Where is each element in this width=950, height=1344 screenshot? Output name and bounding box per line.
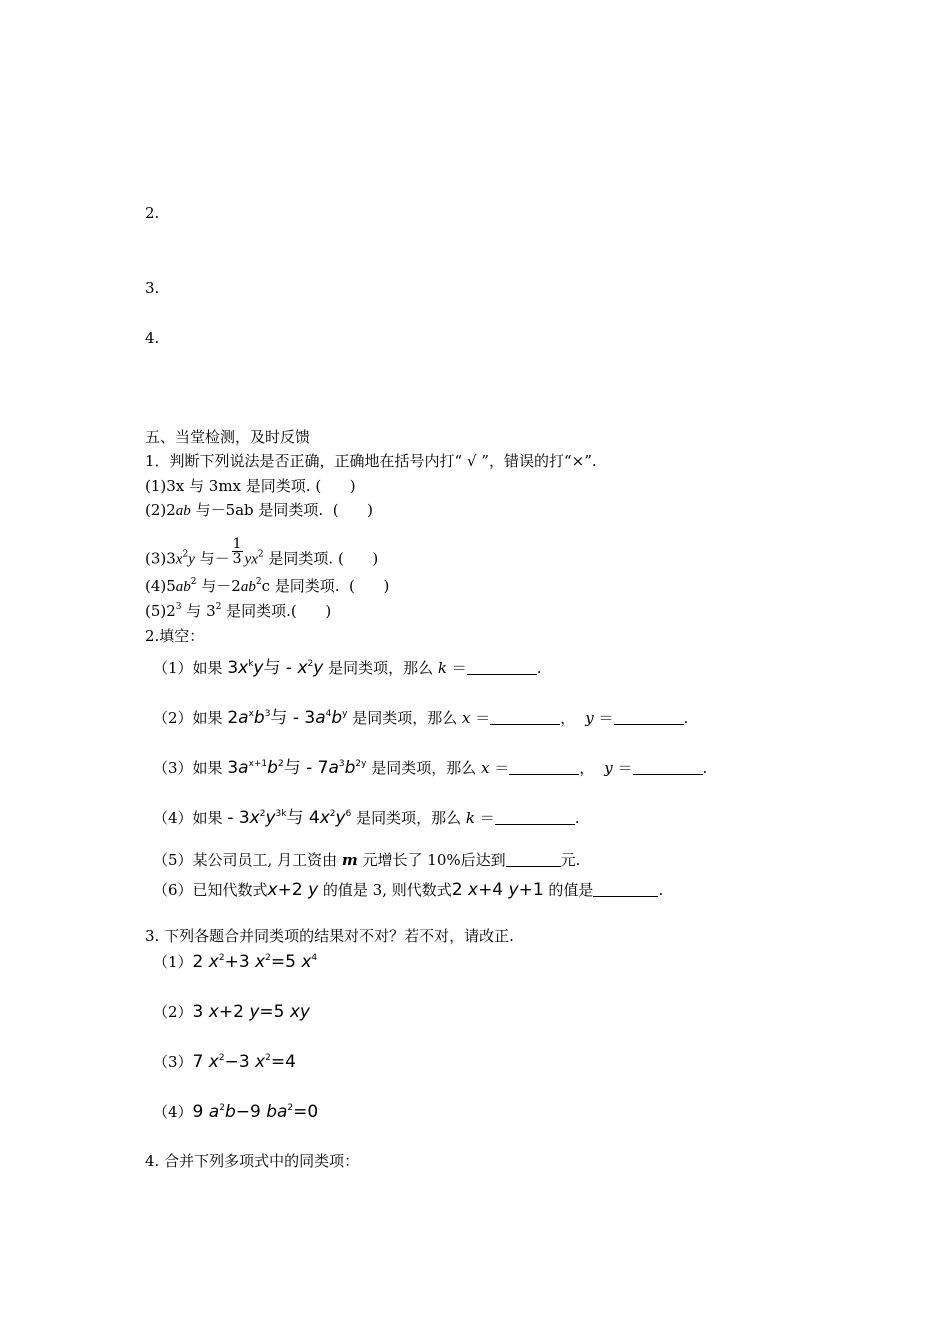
q3-item-4: （4）9 $a^2b-9$ $ba^2=0$ [153,1102,319,1122]
answer-blank[interactable] [593,882,658,897]
q2-item-2: （2）如果 $2a^xb^3$与 - $3a^4b^y$ 是同类项，那么 x ＝ ， y ＝ . [153,708,689,728]
q2-item-1: （1）如果 $3x^ky$与 - $x^2y$ 是同类项，那么 k ＝ . [153,658,542,678]
answer-blank[interactable] [633,760,703,775]
q2-item-5: （5）某公司员工, 月工资由 m 元增长了 10%后达到 元. [153,851,581,869]
q3-title: 3. 下列各题合并同类项的结果对不对？若不对，请改正. [145,927,514,945]
item-number-4: 4. [145,329,160,347]
section-title: 五、当堂检测，及时反馈 [145,428,311,446]
answer-blank[interactable] [506,852,561,867]
fraction-one-third: $\frac{1}{3}$ [232,536,242,567]
q2-item-3: （3）如果 $3a^{x+1}b^2$与 - $7a^3b^{2y}$ 是同类项，那么 x ＝ ， y ＝ . [153,758,708,778]
q1-item-1: (1)3x 与 3mx 是同类项. ( ) [145,477,356,495]
item-number-2: 2. [145,204,160,222]
q1-title: 1．判断下列说法是否正确，正确地在括号内打“ √ ”，错误的打“×”. [145,452,597,470]
q1-item-3: $(3)3x^2y$ 与－ $\frac{1}{3}$ $yx^2$ 是同类项. ( ) [145,536,379,568]
answer-blank[interactable] [509,760,579,775]
q2-item-6: （6）已知代数式x+2 y 的值是 3, 则代数式2 x+4 y+1 的值是 . [153,880,664,900]
answer-blank[interactable] [495,810,575,825]
q1-item-4: $(4)5ab^2$ 与$-2ab^2c$ 是同类项. ( ) [145,577,390,595]
q4-title: 4. 合并下列多项式中的同类项： [145,1152,360,1170]
q1-item-2: (2)2ab 与－5ab 是同类项. ( ) [145,501,374,519]
q2-item-4: （4）如果 - $3x^2y^{3k}$与 $4x^2y^6$ 是同类项，那么 k ＝ . [153,808,580,828]
answer-blank[interactable] [490,710,560,725]
q1-item-5: $(5)2^3$ 与 $3^2$ 是同类项.( ) [145,602,332,620]
answer-blank[interactable] [467,660,537,675]
q3-item-1: （1）2 $x^2+3$ $x^2=5$ $x^4$ [153,952,318,972]
q2-title: 2.填空： [145,627,205,645]
item-number-3: 3. [145,279,160,297]
q3-item-3: （3）7 $x^2-3$ $x^2=4$ [153,1052,296,1072]
answer-blank[interactable] [614,710,684,725]
q3-item-2: （2）3 x+2 y=5 xy [153,1002,310,1022]
